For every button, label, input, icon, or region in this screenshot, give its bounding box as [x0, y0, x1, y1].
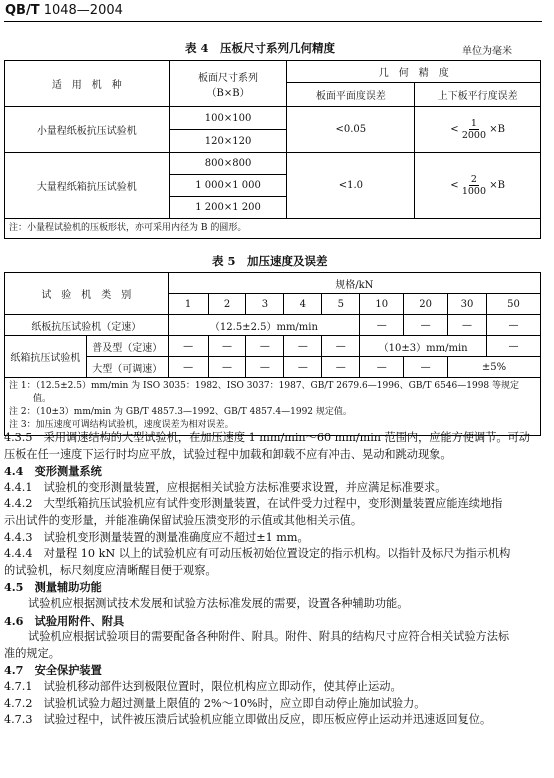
table4-caption: 表 4 压板尺寸系列几何精度	[185, 41, 336, 55]
dash-cell: —	[284, 357, 322, 378]
table4-header-size-label: 板面尺寸系列	[198, 72, 259, 84]
table5-row2-tol: ±5%	[448, 357, 541, 378]
table4	[4, 60, 541, 239]
fraction	[462, 118, 486, 141]
header-rule	[4, 21, 542, 22]
table4-note: 注：小量程试验机的压板形状，亦可采用内径为 B 的圆形。	[5, 219, 541, 239]
table5-header-spec: 规格/kN	[168, 273, 540, 294]
spec-1: 1	[168, 294, 208, 315]
dash-cell: —	[168, 336, 208, 357]
table4-row2-flat: <1.0	[287, 153, 415, 219]
dash-cell: —	[360, 315, 404, 336]
para-4-4-4a: 4.4.4 对量程 10 kN 以上的试验机应有可动压板初始位置设定的指示机构。以指针及标尺为指示机构	[4, 547, 511, 561]
spec-4: 4	[284, 294, 322, 315]
dash-cell: —	[360, 357, 404, 378]
para-4-4-4b: 的试验机，标尺刻度应清晰醒目便于观察。	[4, 563, 217, 577]
para-4-3-5b: 压板在任一速度下运行时均应平放，试验过程中加载和卸载不应有冲击、晃动和跳动现象。	[4, 447, 452, 461]
table5-notes	[5, 378, 541, 436]
dash-cell: —	[208, 357, 246, 378]
numerator: 2	[470, 174, 477, 185]
dash-cell: —	[404, 357, 448, 378]
dash-cell: —	[284, 336, 322, 357]
table4-row2-machine: 大量程纸箱抗压试验机	[5, 153, 170, 219]
table5-header-type: 试 验 机 类 别	[5, 273, 169, 315]
table5-row1-label: 纸板抗压试验机（定速）	[5, 315, 169, 336]
denominator: 1000	[461, 186, 487, 197]
spec-5: 5	[322, 294, 360, 315]
standard-code: QB/T	[5, 3, 40, 18]
table4-row1-machine: 小量程纸板抗压试验机	[5, 107, 170, 153]
para-4-4-2a: 4.4.2 大型纸箱抗压试验机应有试件变形测量装置，在试件受力过程中，变形测量装置应能连续地指	[4, 497, 503, 511]
lt-sign: <	[450, 124, 459, 135]
lt-sign: <	[450, 180, 459, 191]
times-b: ×B	[489, 124, 505, 135]
dash-cell: —	[404, 315, 448, 336]
table5-row2-label: 纸箱抗压试验机	[5, 336, 87, 378]
dash-cell: —	[448, 315, 487, 336]
dash-cell: —	[487, 315, 541, 336]
body-text	[4, 430, 544, 729]
para-4-7-1: 4.7.1 试验机移动部件达到极限位置时，限位机构应立即动作，使其停止运动。	[4, 679, 402, 693]
para-4-7-3: 4.7.3 试验过程中，试件被压溃后试验机应能立即做出反应，即压板应停止运动并迅速返回复位。	[4, 713, 492, 727]
para-4-4-3: 4.4.3 试验机变形测量装置的测量准确度应不超过±1 mm。	[4, 530, 309, 544]
section-4-5: 4.5 测量辅助功能	[4, 580, 102, 595]
table5-note1-cont: 值。	[33, 394, 52, 404]
table4-header-size	[169, 61, 287, 107]
spec-50: 50	[487, 294, 541, 315]
para-4-6a: 试验机应根据试验项目的需要配备各种附件、附具。附件、附具的结构尺寸应符合相关试验方法标	[28, 630, 510, 644]
spec-3: 3	[246, 294, 284, 315]
denominator: 2000	[461, 130, 487, 141]
table4-row2-size2: 1 000×1 000	[169, 175, 287, 197]
dash-cell: —	[168, 357, 208, 378]
standard-header	[5, 3, 123, 18]
table5	[4, 272, 541, 436]
table5-row2-speed: （10±3）mm/min	[360, 336, 487, 357]
times-b: ×B	[489, 180, 505, 191]
table5-row1-speed: （12.5±2.5）mm/min	[168, 315, 360, 336]
fraction	[462, 174, 486, 197]
table4-row1-size2: 120×120	[169, 130, 287, 153]
para-4-5: 试验机应根据测试技术发展和试验方法标准发展的需要，设置各种辅助功能。	[28, 596, 409, 610]
table5-note1: 注 1：（12.5±2.5）mm/min 为 ISO 3035：1982、ISO 3037：1987、GB/T 2679.6—1996、GB/T 6546—1998 等规定	[9, 381, 520, 391]
table4-header-flat: 板面平面度误差	[287, 83, 415, 107]
dash-cell: —	[322, 357, 360, 378]
standard-number: 1048—2004	[43, 3, 123, 18]
dash-cell: —	[487, 336, 541, 357]
table4-row2-parallel	[415, 153, 541, 219]
table4-header-size-sub: （B×B）	[206, 87, 250, 99]
table4-unit: 单位为毫米	[462, 46, 512, 57]
table5-caption: 表 5 加压速度及误差	[212, 254, 328, 268]
para-4-7-2: 4.7.2 试验机试验力超过测量上限值的 2%～10%时，应立即自动停止施加试验力。	[4, 696, 426, 710]
table4-row2-size1: 800×800	[169, 153, 287, 175]
para-4-4-2b: 示出试件的变形量，并能准确保留试验压溃变形的示值或其他相关示值。	[4, 513, 363, 527]
section-4-6: 4.6 试验用附件、附具	[4, 613, 125, 628]
table4-row1-parallel	[415, 107, 541, 153]
numerator: 1	[470, 118, 477, 129]
table4-header-parallel: 上下板平行度误差	[415, 83, 541, 107]
spec-10: 10	[360, 294, 404, 315]
table5-row2-sub1: 普及型（定速）	[86, 336, 168, 357]
table4-row2-size3: 1 200×1 200	[169, 197, 287, 219]
para-4-3-5a: 4.3.5 采用调速结构的大型试验机，在加压速度 1 mm/min～60 mm/min 范围内，应能方便调节。可动	[4, 431, 530, 444]
table4-row1-size1: 100×100	[169, 107, 287, 130]
dash-cell: —	[322, 336, 360, 357]
spec-20: 20	[404, 294, 448, 315]
para-4-6b: 准的规定。	[4, 646, 60, 660]
section-4-4: 4.4 变形测量系统	[4, 464, 102, 479]
section-4-7: 4.7 安全保护装置	[4, 663, 102, 678]
table5-row2-sub2: 大型（可调速）	[86, 357, 168, 378]
dash-cell: —	[246, 336, 284, 357]
spec-2: 2	[208, 294, 246, 315]
para-4-4-1: 4.4.1 试验机的变形测量装置，应根据相关试验方法标准要求设置，并应满足标准要求。	[4, 480, 447, 494]
table4-row1-flat: <0.05	[287, 107, 415, 153]
spec-30: 30	[448, 294, 487, 315]
table5-note3: 注 3：加压速度可调结构试验机，速度误差为相对误差。	[9, 420, 234, 430]
dash-cell: —	[208, 336, 246, 357]
table5-note2: 注 2：（10±3）mm/min 为 GB/T 4857.3—1992、GB/T 4857.4—1992 规定值。	[9, 407, 352, 417]
table4-header-machine: 适 用 机 种	[5, 61, 170, 107]
table4-header-geo: 几 何 精 度	[287, 61, 541, 83]
dash-cell: —	[246, 357, 284, 378]
